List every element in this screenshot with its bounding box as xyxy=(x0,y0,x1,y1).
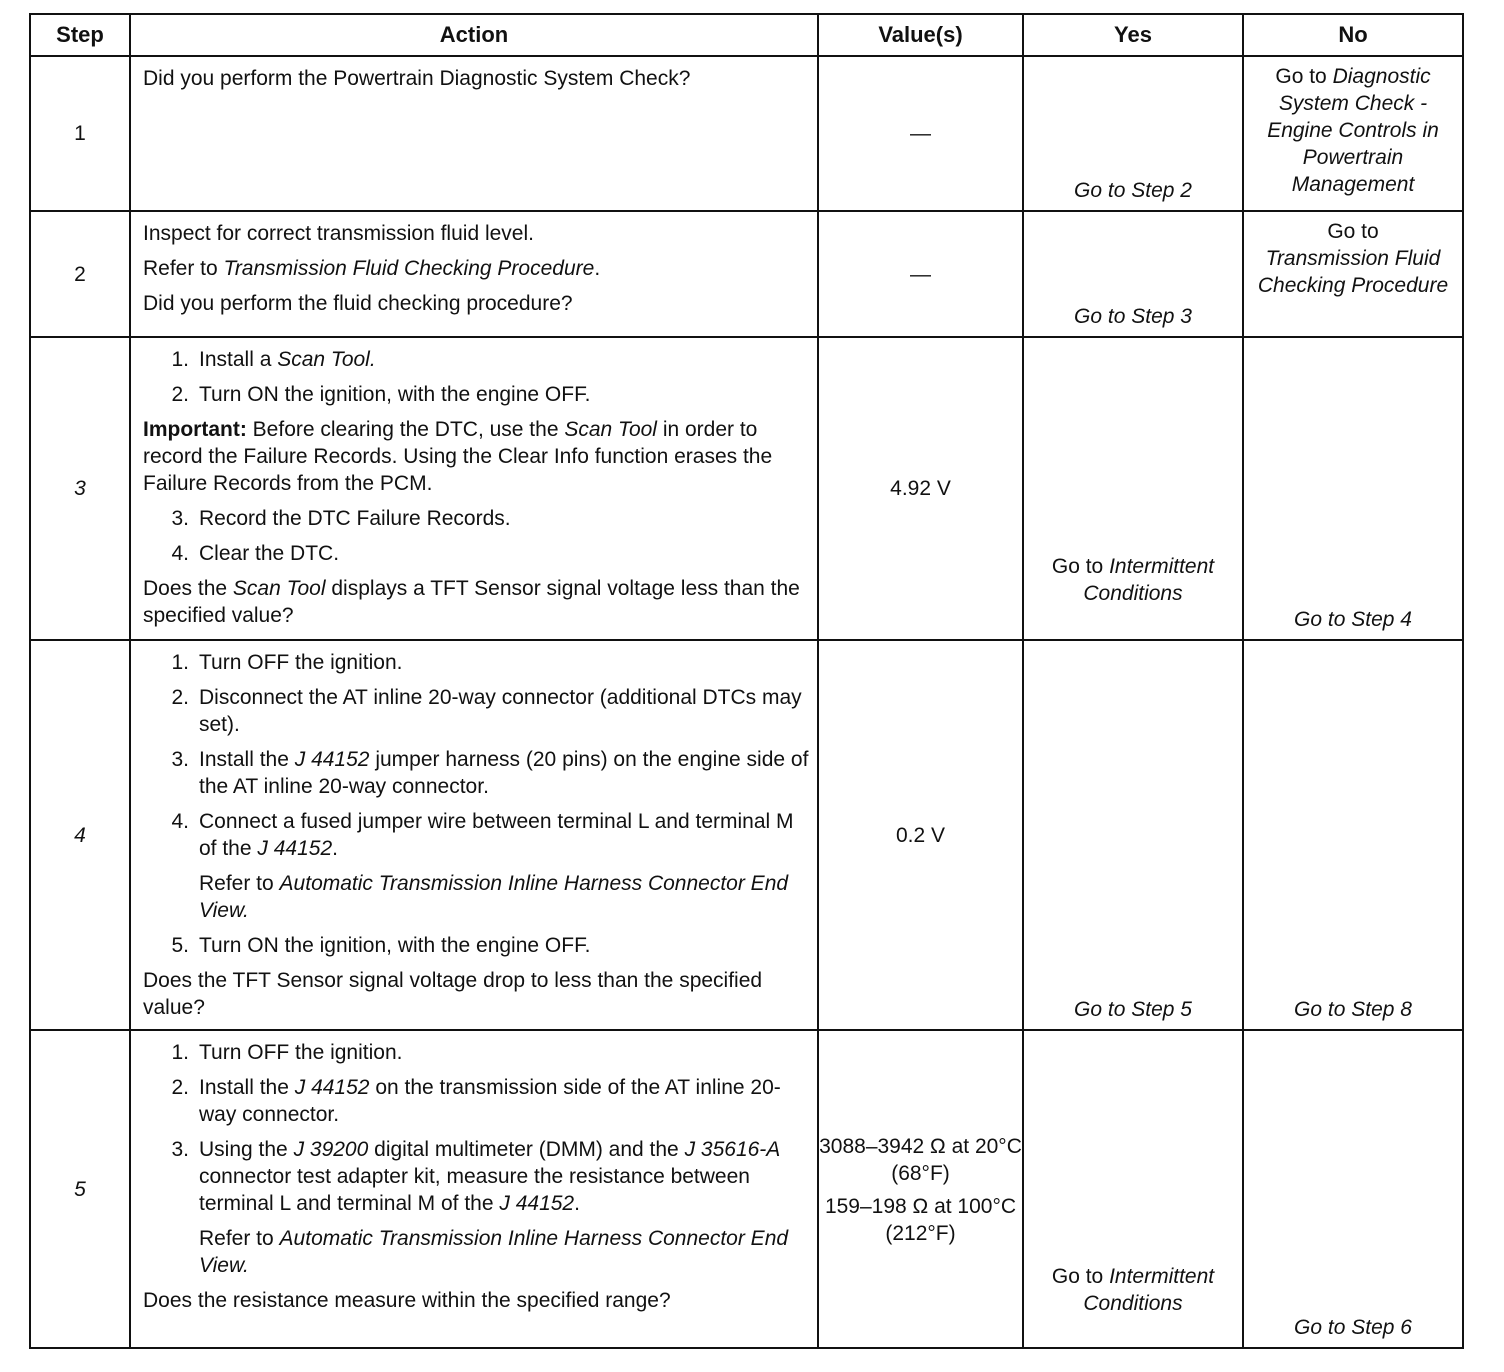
action-question: Does the Scan Tool displays a TFT Sensor signal voltage less than the specified value? xyxy=(143,577,800,627)
tool-link[interactable]: J 35616-A xyxy=(684,1138,781,1161)
tool-link[interactable]: J 44152 xyxy=(499,1192,575,1215)
tool-link[interactable]: J 44152 xyxy=(294,748,370,771)
yes-cell xyxy=(1023,1030,1243,1348)
table-row-step-1 xyxy=(30,56,1463,211)
refer-note: Refer to Automatic Transmission Inline Harness Connector End View. xyxy=(199,1227,789,1277)
table-row-step-5 xyxy=(30,1030,1463,1348)
header-row xyxy=(30,14,1463,56)
action-refer: Refer to Transmission Fluid Checking Procedure. xyxy=(143,257,601,280)
value-range-20c: 3088–3942 Ω at 20°C (68°F) xyxy=(819,1135,1022,1185)
header-no: No xyxy=(1243,14,1463,56)
list-item: 4. Clear the DTC. xyxy=(171,542,340,565)
important-note: Important: Before clearing the DTC, use the Scan Tool in order to record the Failure Records. Using the Clear Info function erases the Failure Records from the PCM. xyxy=(143,418,773,495)
no-cell xyxy=(1243,56,1463,211)
list-item: 3. Record the DTC Failure Records. xyxy=(171,507,511,530)
yes-cell xyxy=(1023,56,1243,211)
action-question: Does the TFT Sensor signal voltage drop to less than the specified value? xyxy=(143,969,763,1019)
list-item: 2. Turn ON the ignition, with the engine OFF. xyxy=(171,383,591,406)
no-cell xyxy=(1243,1030,1463,1348)
step-list xyxy=(143,346,809,408)
yes-cell xyxy=(1023,640,1243,1030)
list-item: 3. Using the J 39200 digital multimeter (DMM) and the J 35616-A connector test adapter kit, measure the resistance between terminal L and terminal M of the J 44152. xyxy=(171,1138,781,1215)
value-text: 4.92 V xyxy=(890,477,951,500)
step-number: 1 xyxy=(30,56,130,211)
no-link[interactable]: Diagnostic System Check - Engine Controls in Powertrain Management xyxy=(1267,65,1439,196)
action-question: Did you perform the fluid checking procedure? xyxy=(143,292,573,315)
table-row-step-4 xyxy=(30,640,1463,1030)
step-number: 3 xyxy=(30,337,130,640)
yes-prefix: Go to xyxy=(1051,1265,1104,1288)
value-text: 0.2 V xyxy=(895,823,946,847)
action-cell xyxy=(130,1030,818,1348)
refer-link[interactable]: Transmission Fluid Checking Procedure xyxy=(223,257,595,280)
header-values: Value(s) xyxy=(818,14,1023,56)
action-cell xyxy=(130,337,818,640)
header-action: Action xyxy=(130,14,818,56)
no-link[interactable]: Transmission Fluid Checking Procedure xyxy=(1257,247,1449,297)
refer-prefix: Refer to xyxy=(143,257,218,280)
list-item: 1. Install a Scan Tool. xyxy=(171,348,376,371)
no-cell xyxy=(1243,211,1463,337)
table-row-step-3 xyxy=(30,337,1463,640)
header-yes: Yes xyxy=(1023,14,1243,56)
tool-link[interactable]: J 39200 xyxy=(293,1138,369,1161)
action-cell xyxy=(130,640,818,1030)
value-dash: — xyxy=(910,262,931,286)
yes-link[interactable]: Intermittent Conditions xyxy=(1083,1265,1215,1315)
diagnostic-table xyxy=(29,13,1464,1349)
no-link[interactable]: Go to Step 6 xyxy=(1294,1316,1412,1339)
action-question: Does the resistance measure within the specified range? xyxy=(143,1289,671,1312)
list-item: 1. Turn OFF the ignition. xyxy=(171,1041,403,1064)
no-link[interactable]: Go to Step 8 xyxy=(1294,998,1412,1021)
step-number: 2 xyxy=(30,211,130,337)
step-list xyxy=(143,1039,809,1217)
value-cell xyxy=(818,337,1023,640)
yes-link[interactable]: Go to Step 2 xyxy=(1074,179,1192,202)
list-item: 2. Disconnect the AT inline 20-way connector (additional DTCs may set). xyxy=(171,686,802,736)
yes-link[interactable]: Go to Step 3 xyxy=(1074,305,1192,328)
scan-tool-link[interactable]: Scan Tool xyxy=(232,577,326,600)
list-item: 5. Turn ON the ignition, with the engine OFF. xyxy=(171,934,591,957)
step-number: 4 xyxy=(30,640,130,1030)
value-cell xyxy=(818,1030,1023,1348)
no-prefix: Go to xyxy=(1327,220,1379,243)
header-step: Step xyxy=(30,14,130,56)
step-list xyxy=(143,505,809,567)
yes-cell xyxy=(1023,211,1243,337)
yes-cell xyxy=(1023,337,1243,640)
tool-link[interactable]: J 44152 xyxy=(257,837,333,860)
value-cell xyxy=(818,56,1023,211)
action-cell xyxy=(130,56,818,211)
list-item: 3. Install the J 44152 jumper harness (20 pins) on the engine side of the AT inline 20-way connector. xyxy=(171,748,809,798)
scan-tool-link[interactable]: Scan Tool. xyxy=(277,348,376,371)
action-line: Inspect for correct transmission fluid level. xyxy=(143,222,534,245)
scan-tool-link[interactable]: Scan Tool xyxy=(564,418,657,441)
step-number: 5 xyxy=(30,1030,130,1348)
important-label: Important: xyxy=(143,418,247,441)
value-range-100c: 159–198 Ω at 100°C (212°F) xyxy=(824,1195,1017,1245)
yes-link[interactable]: Intermittent Conditions xyxy=(1083,555,1215,605)
step-list xyxy=(143,932,809,959)
no-cell xyxy=(1243,640,1463,1030)
yes-link[interactable]: Go to Step 5 xyxy=(1074,998,1192,1021)
tool-link[interactable]: J 44152 xyxy=(294,1076,370,1099)
action-question: Did you perform the Powertrain Diagnostic System Check? xyxy=(143,67,691,90)
list-item: 1. Turn OFF the ignition. xyxy=(171,651,403,674)
value-cell xyxy=(818,640,1023,1030)
step-list xyxy=(143,649,809,862)
refer-link[interactable]: Automatic Transmission Inline Harness Connector End View. xyxy=(199,872,789,922)
list-item: 2. Install the J 44152 on the transmission side of the AT inline 20-way connector. xyxy=(171,1076,781,1126)
table-row-step-2 xyxy=(30,211,1463,337)
no-link[interactable]: Go to Step 4 xyxy=(1294,608,1412,631)
refer-note: Refer to Automatic Transmission Inline Harness Connector End View. xyxy=(199,872,789,922)
action-cell xyxy=(130,211,818,337)
yes-prefix: Go to xyxy=(1051,555,1104,578)
refer-link[interactable]: Automatic Transmission Inline Harness Connector End View. xyxy=(199,1227,789,1277)
list-item: 4. Connect a fused jumper wire between terminal L and terminal M of the J 44152. xyxy=(171,810,794,860)
value-cell xyxy=(818,211,1023,337)
no-prefix: Go to xyxy=(1275,65,1327,88)
value-dash: — xyxy=(910,122,931,145)
no-cell xyxy=(1243,337,1463,640)
